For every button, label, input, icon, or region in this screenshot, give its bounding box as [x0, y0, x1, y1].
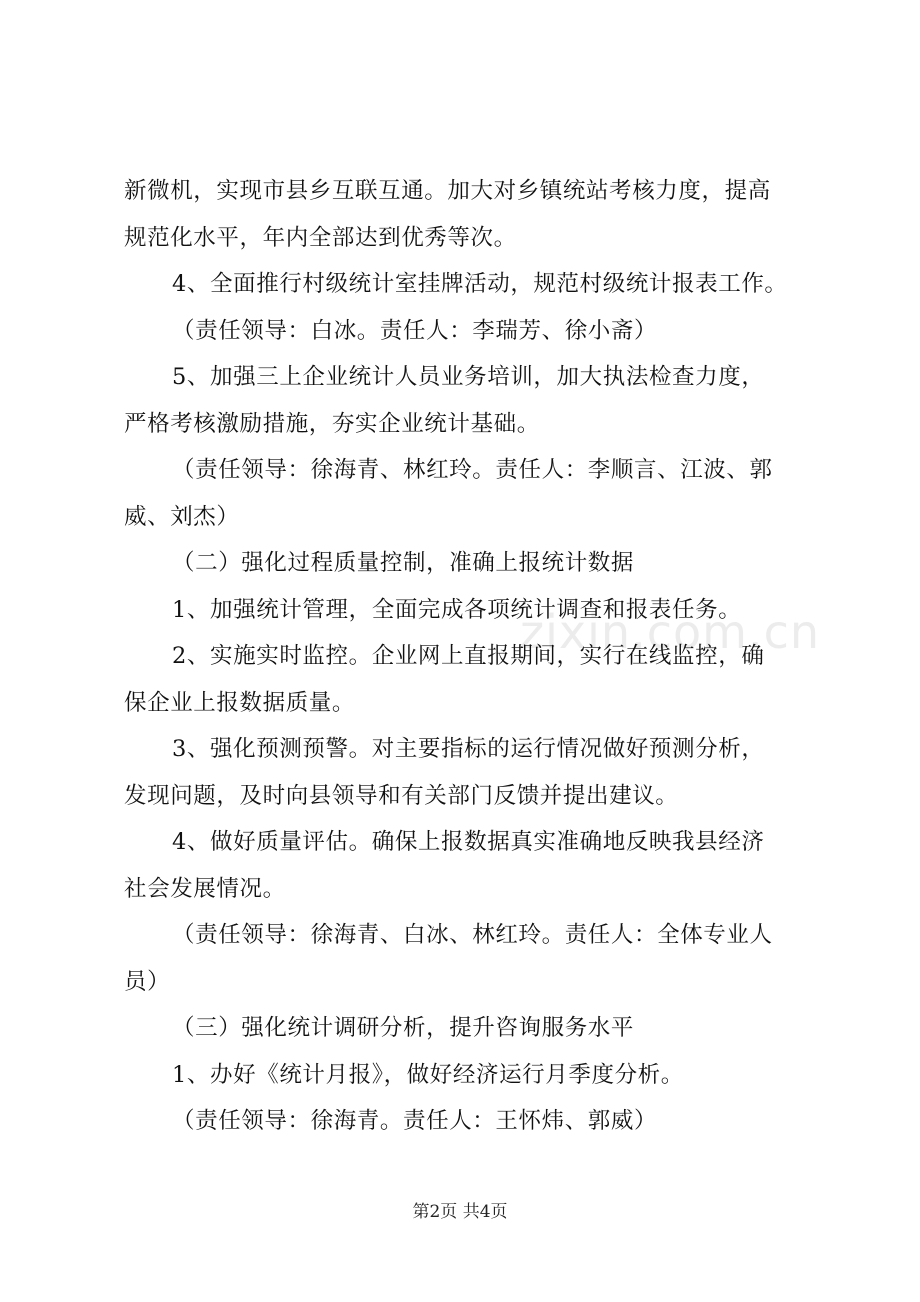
- text-line: （责任领导：徐海青、白冰、林红玲。责任人：全体专业人: [172, 922, 773, 948]
- paragraph: [124, 308, 814, 355]
- text-line: 1、加强统计管理，全面完成各项统计调查和报表任务。: [172, 596, 742, 623]
- text-line: 1、办好《统计月报》，做好经济运行月季度分析。: [172, 1061, 684, 1088]
- paragraph: [124, 819, 814, 912]
- paragraph: [124, 726, 814, 819]
- text-line: 严格考核激励措施，夯实企业统计基础。: [124, 410, 540, 437]
- page-number-footer: 第2页 共4页: [412, 1202, 508, 1222]
- paragraph: [124, 447, 814, 540]
- text-line: 4、全面推行村级统计室挂牌活动，规范村级统计报表工作。: [172, 271, 788, 297]
- paragraph: [124, 587, 814, 634]
- text-line: 新微机，实现市县乡互联互通。加大对乡镇统站考核力度，提高: [124, 178, 771, 204]
- paragraph: [124, 261, 814, 308]
- paragraph: [124, 633, 814, 726]
- text-line: （责任领导：徐海青、林红玲。责任人：李顺言、江波、郭: [172, 457, 773, 483]
- text-line: 保企业上报数据质量。: [124, 689, 356, 716]
- paragraph: [124, 354, 814, 447]
- paragraph: [124, 540, 814, 587]
- paragraph: [124, 168, 814, 261]
- watermark: zixin.com.cn: [520, 605, 821, 659]
- document-body: [124, 168, 814, 1145]
- text-line: 5、加强三上企业统计人员业务培训，加大执法检查力度，: [172, 364, 765, 390]
- text-line: 规范化水平，年内全部达到优秀等次。: [124, 224, 517, 251]
- text-line: 4、做好质量评估。确保上报数据真实准确地反映我县经济: [172, 829, 765, 855]
- text-line: （责任领导：白冰。责任人：李瑞芳、徐小斋）: [172, 317, 658, 344]
- paragraph: [124, 1005, 814, 1052]
- text-line: 2、实施实时监控。企业网上直报期间，实行在线监控，确: [172, 643, 765, 669]
- text-line: 员）: [124, 968, 171, 995]
- text-line: 3、强化预测预警。对主要指标的运行情况做好预测分析，: [172, 736, 765, 762]
- section-heading: （二）强化过程质量控制，准确上报统计数据: [172, 550, 635, 576]
- text-line: 社会发展情况。: [124, 875, 286, 902]
- text-line: （责任领导：徐海青。责任人：王怀炜、郭威）: [172, 1108, 658, 1134]
- paragraph: [124, 912, 814, 1005]
- section-heading: （三）强化统计调研分析，提升咨询服务水平: [172, 1015, 635, 1041]
- paragraph: [124, 1098, 814, 1145]
- text-line: 威、刘杰）: [124, 503, 240, 530]
- paragraph: [124, 1052, 814, 1099]
- text-line: 发现问题，及时向县领导和有关部门反馈并提出建议。: [124, 782, 679, 809]
